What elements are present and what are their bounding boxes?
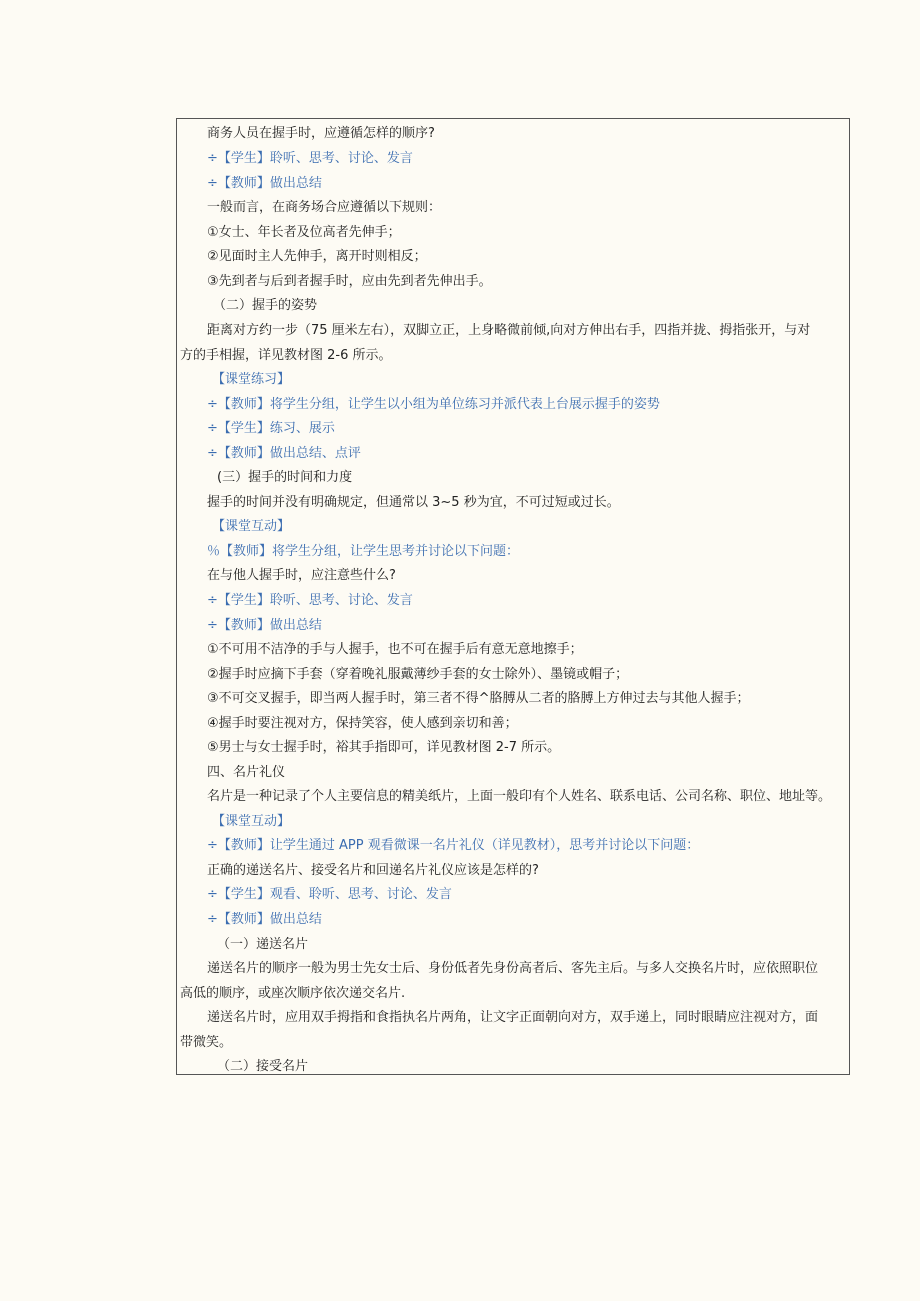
section-heading: （二）接受名片 [217,1059,309,1074]
rule-item: ②握手时应摘下手套（穿着晚礼服戴薄纱手套的女士除外）、墨镜或帽子； [207,667,629,682]
rule-item: ⑤男士与女士握手时，裕其手指即可，详见教材图 2-7 所示。 [207,740,561,755]
teacher-activity: ÷【教师】让学生通过 APP 观看微课一名片礼仪（详见教材），思考并讨论以下问题： [207,838,700,853]
teacher-activity: ÷【教师】做出总结、点评 [207,446,361,461]
rule-item: ①女士、年长者及位高者先伸手； [207,225,401,240]
teacher-activity: ÷【教师】做出总结 [207,176,322,191]
student-activity: ÷【学生】聆听、思考、讨论、发言 [207,593,413,608]
teacher-activity: ÷【教师】做出总结 [207,618,322,633]
body-text: 握手的时间并没有明确规定，但通常以 3~5 秒为宜，不可过短或过长。 [207,495,620,510]
body-paragraph: 递送名片的顺序一般为男士先女士后、身份低者先身份高者后、客先主后。与多人交换名片时，应依照职位高低的顺序，或座次顺序依次递交名片. [180,961,819,1001]
body-paragraph: 距离对方约一步（75 厘米左右），双脚立正，上身略微前倾,向对方伸出右手，四指并拢、拇指张开，与对方的手相握，详见教材图 2-6 所示。 [180,323,811,363]
question-line: 正确的递送名片、接受名片和回递名片礼仪应该是怎样的? [207,863,539,878]
section-heading: （二）握手的姿势 [213,298,318,313]
teacher-activity: ÷【教师】做出总结 [207,912,322,927]
student-activity: ÷【学生】练习、展示 [207,421,335,436]
body-text: 名片是一种记录了个人主要信息的精美纸片，上面一般印有个人姓名、联系电话、公司名称、职位、地址等。 [207,789,832,804]
class-interaction-heading: 【课堂互动】 [212,814,291,829]
rule-item: ③先到者与后到者握手时，应由先到者先伸出手。 [207,274,492,289]
body-text: 一般而言，在商务场合应遵循以下规则： [207,200,442,215]
rule-item: ③不可交叉握手，即当两人握手时，第三者不得^胳膊从二者的胳膊上方伸过去与其他人握手； [207,691,750,706]
class-practice-heading: 【课堂练习】 [212,372,291,387]
body-paragraph: 递送名片时，应用双手拇指和食指执名片两角，让文字正面朝向对方，双手递上，同时眼睛应注视对方，面带微笑。 [180,1010,819,1050]
rule-item: ①不可用不洁净的手与人握手，也不可在握手后有意无意地擦手； [207,642,583,657]
rule-item: ④握手时要注视对方，保持笑容，使人感到亲切和善； [207,716,518,731]
section-heading: (三）握手的时间和力度 [217,470,353,485]
class-interaction-heading: 【课堂互动】 [212,519,291,534]
student-activity: ÷【学生】观看、聆听、思考、讨论、发言 [207,887,452,902]
section-heading: （一）递送名片 [217,937,309,952]
rule-item: ②见面时主人先伸手，离开时则相反； [207,249,427,264]
student-activity: ÷【学生】聆听、思考、讨论、发言 [207,151,413,166]
teacher-activity: ÷【教师】将学生分组，让学生以小组为单位练习并派代表上台展示握手的姿势 [207,397,660,412]
teacher-activity: ％【教师】将学生分组，让学生思考并讨论以下问题： [207,544,520,559]
section-heading: 四、名片礼仪 [207,765,286,780]
question-line: 在与他人握手时，应注意些什么? [207,568,396,583]
question-line: 商务人员在握手时，应遵循怎样的顺序? [207,126,435,141]
